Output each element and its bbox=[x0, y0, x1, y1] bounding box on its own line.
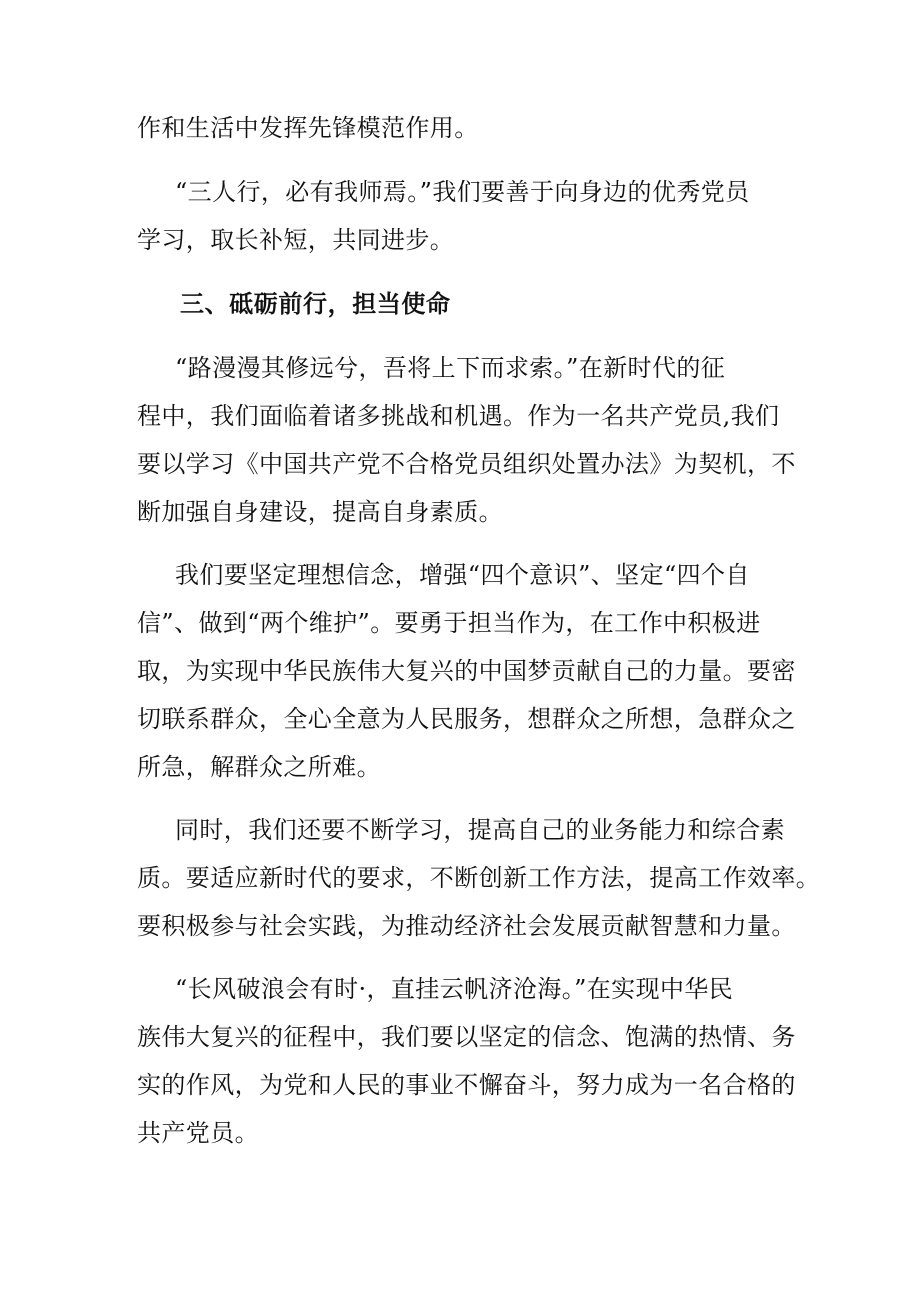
paragraph-line: 信”、做到“两个维护”。要勇于担当作为，在工作中积极进 bbox=[137, 609, 761, 637]
paragraph-new-era bbox=[137, 344, 796, 536]
paragraph-ideals bbox=[137, 551, 796, 791]
paragraph-line: 共产党员。 bbox=[137, 1119, 259, 1147]
paragraph-line: “三人行，必有我师焉。”我们要善于向身边的优秀党员 bbox=[175, 178, 750, 206]
paragraph-line: 族伟大复兴的征程中，我们要以坚定的信念、饱满的热情、务 bbox=[137, 1023, 796, 1051]
paragraph-continuation bbox=[137, 104, 792, 152]
paragraph-line: 质。要适应新时代的要求，不断创新工作方法，提高工作效率。 bbox=[137, 864, 821, 892]
paragraph-line: 作和生活中发挥先锋模范作用。 bbox=[137, 114, 479, 142]
paragraph-quote-teacher bbox=[137, 168, 792, 264]
paragraph-line: 学习，取长补短，共同进步。 bbox=[137, 226, 455, 254]
paragraph-line: 程中，我们面临着诸多挑战和机遇。作为一名共产党员,我们 bbox=[137, 402, 780, 430]
paragraph-line: “长风破浪会有时·，直挂云帆济沧海。”在实现中华民 bbox=[175, 975, 734, 1003]
paragraph-line: 切联系群众，全心全意为人民服务，想群众之所想，急群众之 bbox=[137, 705, 796, 733]
paragraph-line: 断加强自身建设，提高自身素质。 bbox=[137, 498, 503, 526]
paragraph-conclusion bbox=[137, 965, 796, 1157]
paragraph-line: “路漫漫其修远兮，吾将上下而求索。”在新时代的征 bbox=[175, 354, 726, 382]
paragraph-line: 要积极参与社会实践，为推动经济社会发展贡献智慧和力量。 bbox=[137, 912, 796, 940]
paragraph-line: 同时，我们还要不断学习，提高自己的业务能力和综合素 bbox=[175, 816, 785, 844]
paragraph-line: 实的作风，为党和人民的事业不懈奋斗，努力成为一名合格的 bbox=[137, 1071, 796, 1099]
paragraph-line: 所急，解群众之所难。 bbox=[137, 753, 381, 781]
paragraph-learning bbox=[137, 806, 821, 950]
paragraph-line: 要以学习《中国共产党不合格党员组织处置办法》为契机，不 bbox=[137, 450, 796, 478]
section-heading: 三、砥砺前行，担当使命 bbox=[180, 290, 451, 318]
paragraph-line: 我们要坚定理想信念，增强“四个意识”、坚定“四个自 bbox=[175, 561, 750, 589]
paragraph-line: 取，为实现中华民族伟大复兴的中国梦贡献自己的力量。要密 bbox=[137, 657, 796, 685]
